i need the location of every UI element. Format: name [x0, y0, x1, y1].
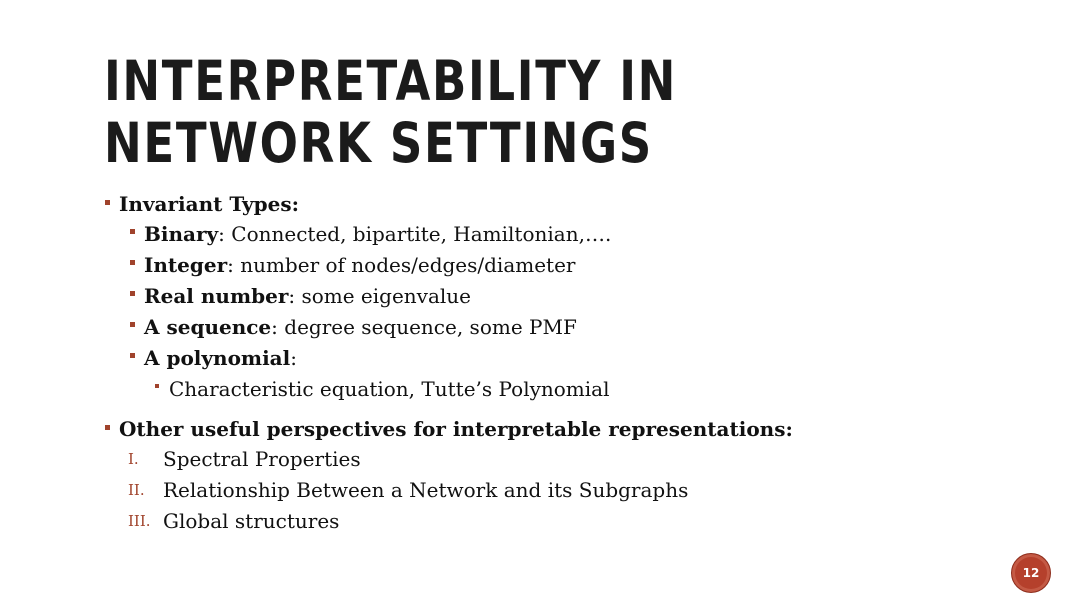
list-item — [104, 250, 1020, 281]
item-label: Real number — [144, 284, 289, 308]
item-number: I. — [128, 450, 139, 468]
numbered-item — [104, 444, 1020, 475]
page-number-badge — [1011, 553, 1051, 593]
sub-list-item — [104, 374, 1020, 405]
item-text: : some eigenvalue — [288, 284, 472, 308]
section-other-perspectives — [104, 415, 1020, 444]
item-number: III. — [128, 512, 151, 530]
item-text: Relationship Between a Network and its Subgraphs — [163, 478, 689, 502]
slide-title: INTERPRETABILITY IN NETWORK SETTINGS — [104, 49, 678, 175]
slide-body — [104, 190, 1020, 537]
item-number: II. — [128, 481, 145, 499]
numbered-item — [104, 506, 1020, 537]
bullet-invariant-types — [104, 190, 1020, 219]
list-item — [104, 219, 1020, 250]
bullet-marker — [130, 353, 135, 358]
bullet-marker — [155, 384, 159, 388]
list-item — [104, 281, 1020, 312]
bullet-marker — [130, 291, 135, 296]
bullet-marker — [105, 425, 110, 430]
numbered-list — [104, 444, 1020, 537]
bullet-marker — [130, 260, 135, 265]
list-item — [104, 312, 1020, 343]
bullet-marker — [105, 200, 110, 205]
item-label: Binary — [144, 222, 219, 246]
item-text: : Connected, bipartite, Hamiltonian,…. — [218, 222, 612, 246]
item-text: Characteristic equation, Tutte’s Polynomial — [169, 377, 610, 401]
section-heading: Invariant Types: — [119, 192, 299, 216]
list-item — [104, 343, 1020, 374]
bullet-marker — [130, 229, 135, 234]
bullet-other-perspectives — [104, 415, 1020, 444]
section-invariant-types — [104, 190, 1020, 405]
item-text: Spectral Properties — [163, 447, 361, 471]
section-heading: Other useful perspectives for interpretable representations: — [119, 417, 793, 441]
item-label: A polynomial — [144, 346, 291, 370]
item-text: Global structures — [163, 509, 340, 533]
item-label: Integer — [144, 253, 228, 277]
item-label: A sequence — [144, 315, 272, 339]
spacer — [104, 405, 1020, 415]
item-text: : degree sequence, some PMF — [271, 315, 577, 339]
page-number: 12 — [1022, 566, 1040, 580]
numbered-item — [104, 475, 1020, 506]
item-text: : — [290, 346, 297, 370]
item-text: : number of nodes/edges/diameter — [227, 253, 576, 277]
bullet-marker — [130, 322, 135, 327]
